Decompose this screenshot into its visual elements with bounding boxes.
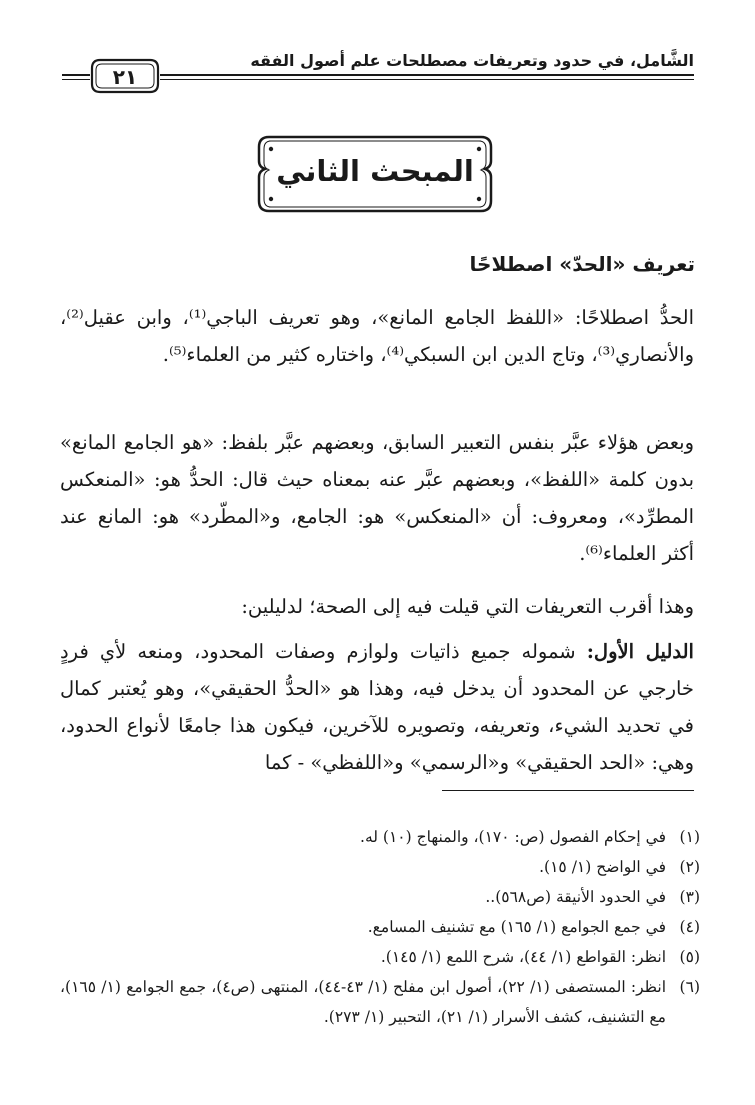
subheading: تعريف «الحدّ» اصطلاحًا	[469, 252, 695, 276]
paragraph-variants: وبعض هؤلاء عبَّر بنفس التعبير السابق، وبعضهم عبَّر بلفظ: «هو الجامع المانع» بدون كلمة «اللفظ»، وبعضهم عبَّر عنه بمعناه حيث قال: الحدُّ هو: «المنعكس المطرِّد»، ومعروف: أن «المنعكس» هو: الجامع، و«المطّرد» هو: المانع عند أكثر العلماء⁽⁶⁾.	[60, 431, 694, 565]
footnote-text: انظر: القواطع (١/ ٤٤)، شرح اللمع (١/ ١٤٥).	[380, 948, 666, 966]
footnote-number: (٣)	[679, 888, 700, 906]
footnote-text: في جمع الجوامع (١/ ١٦٥) مع تشنيف المسامع.	[367, 918, 666, 936]
paragraph-definition: الحدُّ اصطلاحًا: «اللفظ الجامع المانع»، وهو تعريف الباجي⁽¹⁾، وابن عقيل⁽²⁾، والأنصاري⁽³⁾، وتاج الدين ابن السبكي⁽⁴⁾، واختاره كثير من العلماء⁽⁵⁾.	[60, 306, 694, 366]
footnote	[60, 852, 700, 882]
paragraph-evidence-one	[60, 633, 694, 781]
header-rule-bottom	[160, 79, 694, 80]
footnote-separator	[442, 790, 694, 791]
footnotes	[60, 822, 700, 1032]
page-number-frame	[90, 58, 160, 94]
footnote-text: في الواضح (١/ ١٥).	[539, 858, 666, 876]
footnote-text: في إحكام الفصول (ص: ١٧٠)، والمنهاج (١٠) له.	[360, 828, 666, 846]
footnote-number: (٥)	[679, 948, 700, 966]
footnote-number: (٦)	[679, 978, 700, 996]
page-number: ٢١	[112, 65, 138, 89]
footnote-number: (٤)	[679, 918, 700, 936]
footnote	[60, 972, 700, 1032]
evidence-label: الدليل الأول:	[586, 640, 694, 663]
paragraph-closest: وهذا أقرب التعريفات التي قيلت فيه إلى الصحة؛ لدليلين:	[241, 595, 694, 618]
footnote	[60, 942, 700, 972]
evidence-text: شموله جميع ذاتيات ولوازم وصفات المحدود، ومنعه لأي فردٍ خارجي عن المحدود أن يدخل فيه، وهذا هو «الحدُّ الحقيقي»، وهو يُعتبر كمال في تحديد الشيء، وتعريفه، وتصويره للآخرين، فيكون هذا جامعًا لأنواع الحدود، وهي: «الحد الحقيقي» و«الرسمي» و«اللفظي» - كما	[60, 640, 694, 774]
footnote-text: في الحدود الأنيقة (ص٥٦٨)..	[485, 888, 666, 906]
footnote-text: انظر: المستصفى (١/ ٢٢)، أصول ابن مفلح (١/ ٤٣-٤٤)، المنتهى (ص٤)، جمع الجوامع (١/ ١٦٥)، مع التشنيف، كشف الأسرار (١/ ٢١)، التحبير (١/ ٢٧٣).	[60, 978, 667, 1026]
header-rule-top	[160, 74, 694, 76]
header-rule-left	[62, 74, 90, 76]
footnote-number: (٢)	[679, 858, 700, 876]
section-title: المبحث الثاني	[276, 154, 474, 188]
footnote	[60, 912, 700, 942]
footnote-number: (١)	[679, 828, 700, 846]
footnote	[60, 822, 700, 852]
book-title: الشَّامل، في حدود وتعريفات مصطلحات علم أصول الفقه	[250, 51, 694, 70]
header-rule-left-thin	[62, 79, 90, 80]
running-header	[62, 50, 694, 100]
footnote	[60, 882, 700, 912]
section-title-frame	[255, 131, 495, 217]
